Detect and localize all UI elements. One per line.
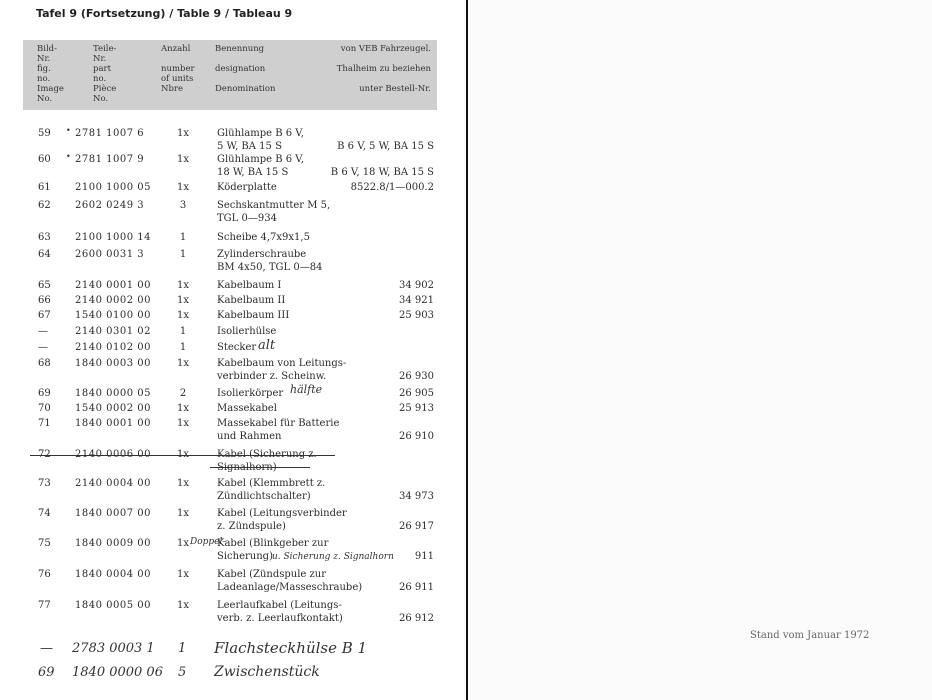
order-number-line: 911 — [414, 551, 434, 562]
designation-line: Kabelbaum von Leitungs- — [217, 358, 347, 369]
order-number — [399, 309, 434, 322]
asterisk-mark: • — [66, 152, 71, 161]
designation-line: 18 W, BA 15 S — [217, 167, 289, 178]
designation — [217, 568, 362, 594]
order-number-line — [337, 127, 434, 140]
designation — [217, 294, 285, 307]
part-number: 1840 0007 00 — [75, 508, 151, 519]
designation-line: und Rahmen — [217, 431, 282, 442]
designation — [217, 341, 256, 354]
order-number — [399, 294, 434, 307]
handwritten-note-doppel: Doppel- — [190, 537, 226, 547]
header-benennung: Benennung designation Denomination — [215, 44, 276, 94]
designation-line: Kabel (Leitungsverbinder — [217, 508, 347, 519]
part-number: 2140 0102 00 — [75, 342, 151, 353]
order-number-line: 26 911 — [399, 582, 434, 593]
designation-line: Kabelbaum II — [217, 295, 286, 306]
designation-line: Kabelbaum I — [217, 280, 282, 291]
designation-line: Kabel (Klemmbrett z. — [217, 478, 326, 489]
designation — [217, 357, 346, 383]
order-number — [399, 387, 434, 400]
handwritten-line2-nr: 69 — [38, 665, 55, 680]
quantity: 1x — [176, 154, 189, 165]
right-page — [468, 0, 932, 700]
order-number — [399, 357, 434, 383]
part-number: 1540 0100 00 — [75, 310, 151, 321]
header-bild: Bild- Nr. fig. no. Image No. — [37, 44, 64, 104]
part-number: 1840 0003 00 — [75, 358, 151, 369]
order-number-line — [399, 417, 434, 430]
designation-line: Sechskantmutter M 5, — [217, 200, 331, 211]
order-number — [399, 477, 434, 503]
part-number: 1840 0005 00 — [75, 600, 151, 611]
order-number-line — [415, 537, 434, 550]
handwritten-note-haelfte: hälfte — [290, 383, 323, 396]
part-number: 2602 0249 3 — [75, 200, 145, 211]
part-number: 2100 1000 14 — [75, 232, 151, 243]
order-number-line: 26 905 — [399, 388, 434, 399]
part-number: 2140 0301 02 — [75, 326, 151, 337]
designation-line: BM 4x50, TGL 0—84 — [217, 262, 323, 273]
row-number: 76 — [38, 569, 51, 580]
order-number-line: B 6 V, 18 W, BA 15 S — [330, 167, 434, 178]
quantity: 1x — [176, 538, 189, 549]
header-teile: Teile- Nr. part no. Pièce No. — [93, 44, 117, 104]
part-number: 2140 0004 00 — [75, 478, 151, 489]
row-number: 75 — [38, 538, 51, 549]
order-number-line: B 6 V, 5 W, BA 15 S — [337, 141, 434, 152]
quantity: 1x — [176, 182, 189, 193]
quantity: 1x — [176, 403, 189, 414]
part-number: 1540 0002 00 — [75, 403, 151, 414]
quantity: 2 — [179, 388, 187, 399]
row-number: 63 — [38, 232, 51, 243]
order-number — [399, 568, 434, 594]
strikethrough-line — [210, 467, 310, 468]
designation-line: z. Zündspule) — [217, 521, 286, 532]
handwritten-line1-nr: — — [40, 641, 53, 656]
row-number: 64 — [38, 249, 51, 260]
designation — [217, 279, 281, 292]
designation-line: Köderplatte — [217, 182, 277, 193]
quantity: 1x — [176, 295, 189, 306]
designation — [217, 309, 289, 322]
designation — [217, 599, 343, 625]
order-number — [399, 507, 434, 533]
part-number: 2781 1007 6 — [75, 128, 145, 139]
quantity: 1x — [176, 600, 189, 611]
order-number-line: 25 903 — [399, 310, 434, 321]
quantity: 1 — [179, 232, 187, 243]
designation — [217, 507, 347, 533]
row-number: 69 — [38, 388, 51, 399]
row-number: 74 — [38, 508, 51, 519]
handwritten-line2-teile: 1840 0000 06 — [72, 665, 163, 680]
order-number — [399, 599, 434, 625]
quantity: 1x — [176, 569, 189, 580]
header-veb: von VEB Fahrzeugel. Thalheim zu beziehen unter Bestell-Nr. — [336, 44, 431, 94]
designation — [217, 325, 276, 338]
row-number: 65 — [38, 280, 51, 291]
order-number-line — [399, 357, 434, 370]
quantity: 1 — [179, 342, 187, 353]
designation-line: Massekabel für Batterie — [217, 418, 340, 429]
handwritten-line2-anz: 5 — [178, 665, 187, 680]
order-number — [399, 279, 434, 292]
designation — [217, 153, 304, 179]
row-number: 73 — [38, 478, 51, 489]
designation-line: Leerlaufkabel (Leitungs- — [217, 600, 342, 611]
order-number-line — [399, 477, 434, 490]
order-number — [415, 537, 434, 563]
row-number: 77 — [38, 600, 51, 611]
designation-line: Zylinderschraube — [217, 249, 307, 260]
footer-date: Stand vom Januar 1972 — [750, 630, 870, 641]
quantity: 1 — [179, 326, 187, 337]
designation-line: Scheibe 4,7x9x1,5 — [217, 232, 310, 243]
row-number: 68 — [38, 358, 51, 369]
row-number: 62 — [38, 200, 51, 211]
handwritten-note-alt: alt — [258, 338, 276, 353]
header-anzahl: Anzahl number of units Nbre — [161, 44, 195, 94]
part-number: 1840 0001 00 — [75, 418, 151, 429]
part-number: 2140 0002 00 — [75, 295, 151, 306]
order-number-line: 26 910 — [399, 431, 434, 442]
part-number: 1840 0000 05 — [75, 388, 151, 399]
quantity: 1x — [176, 508, 189, 519]
designation — [217, 402, 277, 415]
table-header — [23, 40, 437, 110]
order-number — [351, 181, 434, 194]
part-number: 2100 1000 05 — [75, 182, 151, 193]
order-number-line: 26 912 — [399, 613, 434, 624]
designation — [217, 181, 277, 194]
handwritten-note-sicherung: u. Sicherung z. Signalhorn — [272, 552, 394, 562]
part-number: 1840 0004 00 — [75, 569, 151, 580]
designation-line: Massekabel — [217, 403, 277, 414]
handwritten-line2-desc: Zwischenstück — [214, 664, 320, 680]
part-number: 1840 0009 00 — [75, 538, 151, 549]
row-number: 59 — [38, 128, 51, 139]
designation-line: Glühlampe B 6 V, — [217, 154, 304, 165]
order-number-line — [399, 507, 434, 520]
designation-line: TGL 0—934 — [217, 213, 277, 224]
order-number-line: 8522.8/1—000.2 — [350, 182, 434, 193]
quantity: 1x — [176, 358, 189, 369]
order-number-line: 26 930 — [399, 371, 434, 382]
order-number-line — [331, 153, 434, 166]
quantity: 1x — [176, 478, 189, 489]
strikethrough-line — [30, 455, 335, 456]
designation — [217, 231, 310, 244]
order-number — [399, 417, 434, 443]
handwritten-line1-anz: 1 — [178, 641, 187, 656]
designation — [217, 477, 325, 503]
order-number-line — [399, 568, 434, 581]
designation-line: Kabelbaum III — [217, 310, 290, 321]
designation-line: Isolierkörper — [217, 388, 284, 399]
order-number-line — [399, 599, 434, 612]
order-number-line: 34 973 — [399, 491, 434, 502]
part-number: 2600 0031 3 — [75, 249, 145, 260]
designation-line: Stecker — [217, 342, 257, 353]
designation-line: Zündlichtschalter) — [217, 491, 311, 502]
row-number: 66 — [38, 295, 51, 306]
designation-line: Kabel (Blinkgeber zur — [217, 538, 329, 549]
handwritten-line1-teile: 2783 0003 1 — [72, 641, 155, 656]
quantity: 3 — [179, 200, 187, 211]
row-number: — — [38, 326, 48, 337]
designation — [217, 127, 304, 153]
row-number: — — [38, 342, 48, 353]
row-number: 67 — [38, 310, 51, 321]
designation-line: Isolierhülse — [217, 326, 277, 337]
designation-line: Ladeanlage/Masseschraube) — [217, 582, 363, 593]
designation-line: verb. z. Leerlaufkontakt) — [217, 613, 343, 624]
part-number: 2781 1007 9 — [75, 154, 145, 165]
order-number — [337, 127, 434, 153]
order-number-line: 25 913 — [399, 403, 434, 414]
order-number — [399, 402, 434, 415]
order-number — [331, 153, 434, 179]
designation — [217, 387, 283, 400]
order-number-line: 34 921 — [399, 295, 434, 306]
quantity: 1x — [176, 310, 189, 321]
row-number: 70 — [38, 403, 51, 414]
quantity: 1x — [176, 418, 189, 429]
row-number: 61 — [38, 182, 51, 193]
designation — [217, 448, 317, 474]
asterisk-mark: • — [66, 126, 71, 135]
quantity: 1x — [176, 128, 189, 139]
designation-line: Sicherung) — [217, 551, 273, 562]
designation-line: Glühlampe B 6 V, — [217, 128, 304, 139]
designation-line: 5 W, BA 15 S — [217, 141, 282, 152]
page-title: Tafel 9 (Fortsetzung) / Table 9 / Tableau 9 — [36, 7, 293, 20]
handwritten-line1-desc: Flachsteckhülse B 1 — [214, 639, 368, 657]
part-number: 2140 0001 00 — [75, 280, 151, 291]
row-number: 60 — [38, 154, 51, 165]
designation-line: Kabel (Zündspule zur — [217, 569, 327, 580]
row-number: 71 — [38, 418, 51, 429]
quantity: 1 — [179, 249, 187, 260]
designation-line: verbinder z. Scheinw. — [217, 371, 327, 382]
designation — [217, 199, 330, 225]
designation — [217, 248, 322, 274]
order-number-line: 34 902 — [399, 280, 434, 291]
designation — [217, 417, 339, 443]
order-number-line: 26 917 — [399, 521, 434, 532]
quantity: 1x — [176, 280, 189, 291]
